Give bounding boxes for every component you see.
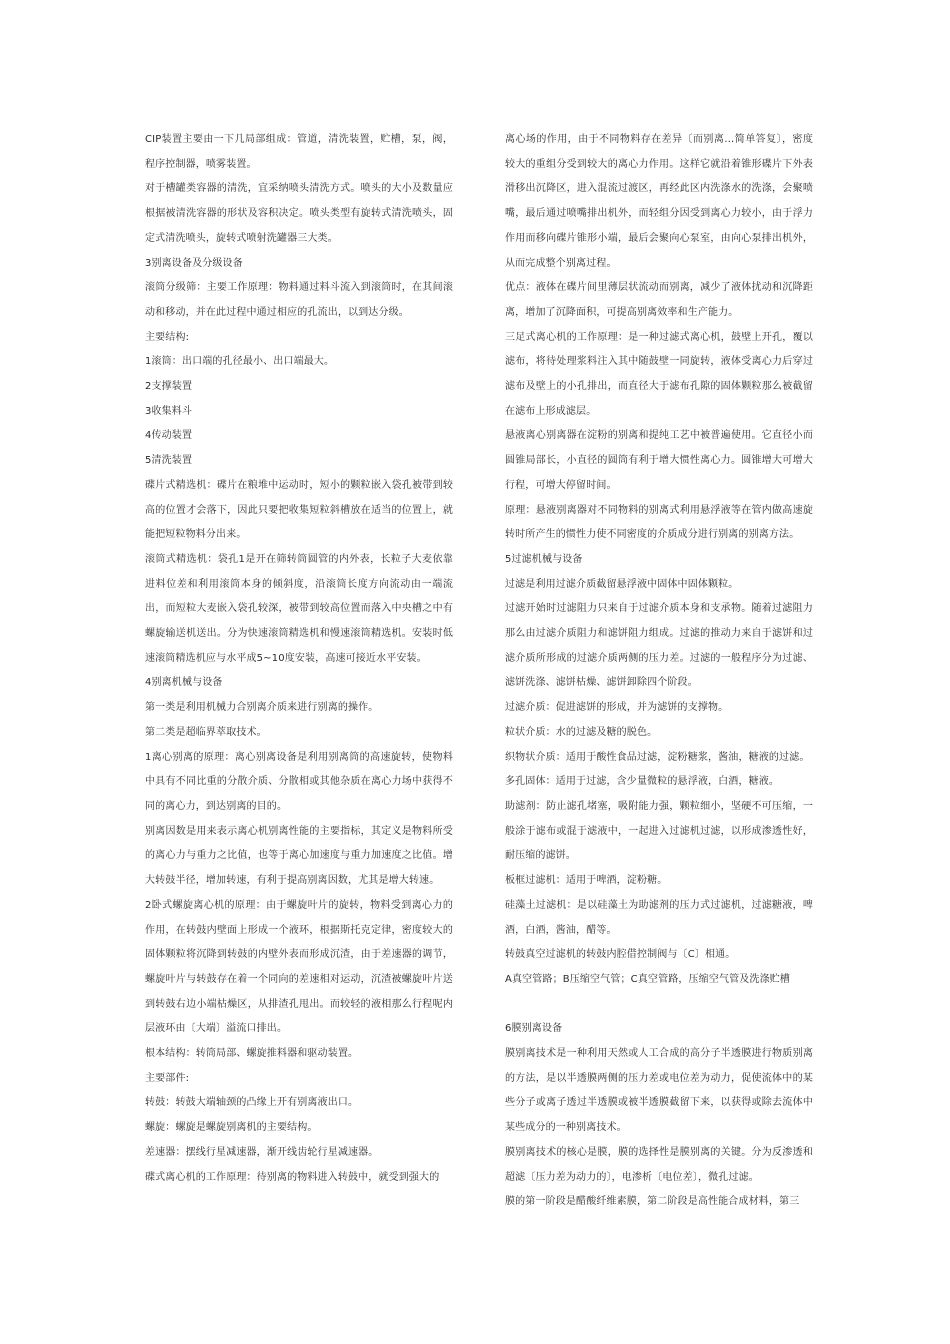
paragraph: 板框过滤机：适用于啤酒，淀粉糖。 [505, 875, 668, 887]
paragraph: 螺旋：螺旋是螺旋别离机的主要结构。 [145, 1122, 318, 1134]
list-item: 5清洗装置 [145, 455, 193, 467]
paragraph: 第二类是超临界萃取技术。 [145, 726, 267, 738]
section-heading: 3别离设备及分级设备 [145, 257, 243, 269]
section-heading: 6膜别离设备 [505, 1023, 563, 1035]
paragraph: 别离因数是用来表示离心机别离性能的主要指标，其定义是物料所受的离心力与重力之比值，也等于离心加速度与重力加速度之比值。增大转鼓半径，增加转速，有利于提高别离因数，尤其是增大转速。 [145, 825, 453, 887]
blank-line [505, 993, 813, 1018]
paragraph: 碟片式精选机：碟片在粮堆中运动时，短小的颗粒嵌入袋孔被带到较高的位置才会落下，因此只要把收集短粒斜槽放在适当的位置上，就能把短粒物料分出来。 [145, 479, 453, 541]
paragraph: 优点：液体在碟片间里薄层状流动而别离，减少了液体扰动和沉降距离，增加了沉降面积，可提高别离效率和生产能力。 [505, 282, 813, 318]
paragraph: 差速器：摆线行星减速器，渐开线齿轮行星减速器。 [145, 1146, 379, 1158]
section-heading: 4别离机械与设备 [145, 677, 223, 689]
paragraph: 粒状介质：水的过滤及糖的脱色。 [505, 726, 658, 738]
list-item: 4传动装置 [145, 430, 193, 442]
list-item: 1滚筒：出口端的孔径最小、出口端最大。 [145, 356, 335, 368]
paragraph: 织物状介质：适用于酸性食品过滤，淀粉糖浆，酱油，糖液的过滤。 [505, 751, 810, 763]
paragraph: 转鼓：转鼓大端轴颈的凸缘上开有别离液出口。 [145, 1097, 359, 1109]
paragraph: 原理：悬液别离器对不同物料的别离式利用悬浮液等在管内做高速旋转时所产生的惯性力使不同密度的介质成分进行别离的别离方法。 [505, 504, 813, 541]
paragraph: 多孔固体：适用于过滤，含少量微粒的悬浮液，白酒，糖液。 [505, 776, 780, 788]
paragraph: 主要部件: [145, 1072, 190, 1084]
paragraph: 膜别离技术的核心是膜，膜的选择性是膜别离的关键。分为反渗透和超滤〔压力差为动力的〕，电渗析〔电位差〕，微孔过滤。 [505, 1146, 813, 1183]
paragraph: 膜别离技术是一种利用天然或人工合成的高分子半透膜进行物质别离的方法，是以半透膜两侧的压力差或电位差为动力，促使流体中的某些分子或离子透过半透膜或被半透膜截留下来，以获得或除去流体中某些成分的一种别离技术。 [505, 1048, 813, 1134]
list-item: 3收集料斗 [145, 405, 193, 417]
paragraph: 第一类是利用机械力合别离介质来进行别离的操作。 [145, 702, 379, 714]
paragraph: 根本结构：转筒局部、螺旋推料器和驱动装置。 [145, 1048, 359, 1060]
right-column [505, 128, 813, 1215]
paragraph: 助滤剂：防止滤孔堵塞，吸附能力强，颗粒细小，坚硬不可压缩，一般涂于滤布或混于滤液中，一起进入过滤机过滤，以形成渗透性好，耐压缩的滤饼。 [505, 800, 813, 862]
paragraph: 三足式离心机的工作原理：是一种过滤式离心机，鼓壁上开孔，覆以滤布，将待处理浆料注入其中随鼓壁一同旋转，液体受离心力后穿过滤布及壁上的小孔排出，而直径大于滤布孔隙的固体颗粒那么被截留在滤布上形成滤层。 [505, 331, 813, 417]
paragraph: 碟式离心机的工作原理：待别离的物料进入转鼓中，就受到强大的 [145, 1171, 440, 1183]
paragraph: 悬液离心别离器在淀粉的别离和提纯工艺中被普遍使用。它直径小而圆锥局部长，小直径的圆筒有利于增大惯性离心力。圆锥增大可增大行程，可增大停留时间。 [505, 430, 813, 491]
paragraph: 主要结构: [145, 331, 190, 343]
paragraph: 硅藻土过滤机：是以硅藻土为助滤剂的压力式过滤机，过滤糖液，啤酒，白酒，酱油，醋等。 [505, 899, 813, 936]
paragraph: 滚筒式精选机：袋孔1是开在筛转筒圆管的内外表，长粒子大麦依靠进料位差和利用滚筒本身的倾斜度，沿滚筒长度方向流动由一端流出，而短粒大麦嵌入袋孔较深，被带到较高位置而落入中央槽之中有螺旋输送机送出。分为快速滚筒精选机和慢速滚筒精选机。安装时低速滚筒精选机应与水平成5~10度安装，高速可接近水平安装。 [145, 553, 453, 664]
left-column [145, 128, 453, 1190]
paragraph: A真空管路；B压缩空气管；C真空管路，压缩空气管及洗涤贮槽 [505, 973, 791, 985]
paragraph: 滚筒分级筛：主要工作原理：物料通过料斗流入到滚筒时，在其间滚动和移动，并在此过程中通过相应的孔流出，以到达分级。 [145, 282, 453, 318]
paragraph: 对于槽罐类容器的清洗，宜采纳喷头清洗方式。喷头的大小及数量应根据被清洗容器的形状及容积决定。喷头类型有旋转式清洗喷头，固定式清洗喷头，旋转式喷射洗罐器三大类。 [145, 183, 453, 244]
paragraph: 2卧式螺旋离心机的原理：由于螺旋叶片的旋转，物料受到离心力的作用，在转鼓内壁面上形成一个液环，根据斯托克定律，密度较大的固体颗粒将沉降到转鼓的内壁外表而形成沉渣，由于差速器的调节，螺旋叶片与转鼓存在着一个同向的差速相对运动，沉渣被螺旋叶片送到转鼓右边小端枯燥区，从排渣孔甩出。而较轻的液相那么行程呢内层液环由〔大端〕溢流口排出。 [145, 899, 453, 1035]
paragraph: 1离心别离的原理：离心别离设备是利用别离筒的高速旋转，使物料中具有不同比重的分散介质、分散相或其他杂质在离心力场中获得不同的离心力，到达别离的目的。 [145, 751, 453, 812]
paragraph: 转鼓真空过滤机的转鼓内腔借控制阀与〔C〕相通。 [505, 949, 736, 961]
paragraph: 过滤介质：促进滤饼的形成，并为滤饼的支撑物。 [505, 702, 729, 714]
paragraph: 过滤开始时过滤阻力只来自于过滤介质本身和支承物。随着过滤阻力那么由过滤介质阻力和滤饼阻力组成。过滤的推动力来自于滤饼和过滤介质所形成的过滤介质两侧的压力差。过滤的一般程序分为过滤、滤饼洗涤、滤饼枯燥、滤饼卸除四个阶段。 [505, 603, 813, 689]
paragraph: 膜的第一阶段是醋酸纤维素膜，第二阶段是高性能合成材料，第三 [505, 1196, 800, 1208]
paragraph: 过滤是利用过滤介质截留悬浮液中固体中固体颗粒。 [505, 578, 739, 590]
paragraph: CIP装置主要由一下几局部组成：管道，清洗装置，贮槽，泵，阀，程序控制器，喷雾装置。 [145, 134, 453, 170]
section-heading: 5过滤机械与设备 [505, 553, 583, 565]
list-item: 2支撑装置 [145, 381, 193, 393]
paragraph: 离心场的作用，由于不同物料存在差异〔而别离…简单答复〕，密度较大的重组分受到较大的离心力作用。这样它就沿着锥形碟片下外表滑移出沉降区，进入混流过渡区，再经此区内洗涤水的洗涤，会聚喷嘴，最后通过喷嘴排出机外，而轻组分因受到离心力较小，由于浮力作用而移向碟片锥形小端，最后会聚向心泵室，由向心泵排出机外，从而完成整个别离过程。 [505, 134, 813, 269]
